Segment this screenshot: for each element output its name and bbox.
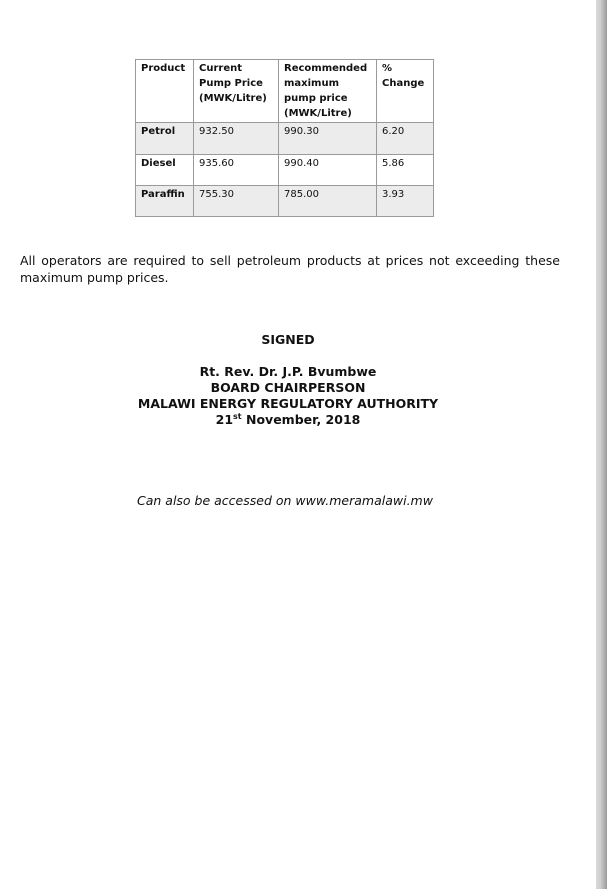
table-header-row: [136, 60, 434, 123]
signature-date: [110, 412, 466, 428]
signatory-title: BOARD CHAIRPERSON: [210, 380, 366, 395]
current-price-cell: 755.30: [194, 186, 279, 217]
product-cell: Petrol: [136, 123, 194, 155]
change-cell: 6.20: [377, 123, 434, 155]
current-price-cell: 932.50: [194, 123, 279, 155]
header-percent-change: % Change: [377, 60, 434, 123]
signatory-name: Rt. Rev. Dr. J.P. Bvumbwe: [199, 364, 377, 379]
change-cell: 5.86: [377, 155, 434, 186]
recommended-price-cell: 990.40: [279, 155, 377, 186]
table-row: [136, 155, 434, 186]
page-edge-shadow: [596, 0, 607, 889]
organization-name: MALAWI ENERGY REGULATORY AUTHORITY: [137, 396, 439, 411]
header-product: Product: [136, 60, 194, 123]
table-row: [136, 186, 434, 217]
notice-paragraph: All operators are required to sell petroleum products at prices not exceeding these maximum pump prices.: [20, 252, 560, 285]
current-price-cell: 935.60: [194, 155, 279, 186]
header-recommended-price: Recommended maximum pump price (MWK/Litre): [279, 60, 377, 123]
recommended-price-cell: 990.30: [279, 123, 377, 155]
product-cell: Diesel: [136, 155, 194, 186]
header-current-price: Current Pump Price (MWK/Litre): [194, 60, 279, 123]
date-suffix: st: [233, 411, 242, 421]
access-note: Can also be accessed on www.meramalawi.mw: [137, 493, 433, 508]
date-rest: November, 2018: [241, 412, 361, 427]
table-row: [136, 123, 434, 155]
date-day: 21: [215, 412, 234, 427]
change-cell: 3.93: [377, 186, 434, 217]
product-cell: Paraffin: [136, 186, 194, 217]
fuel-price-table: [135, 59, 434, 217]
signed-label: SIGNED: [261, 332, 315, 347]
recommended-price-cell: 785.00: [279, 186, 377, 217]
